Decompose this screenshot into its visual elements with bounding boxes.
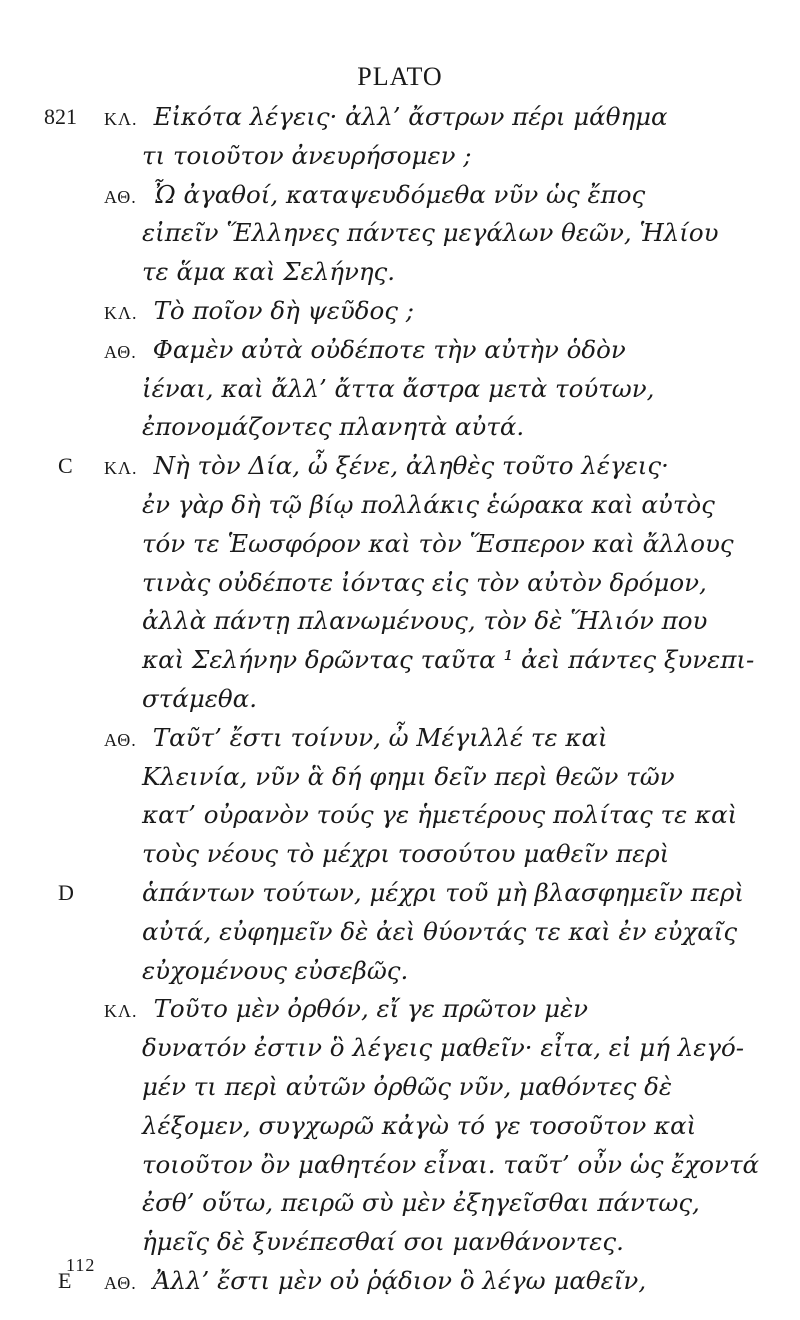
speaker-label: ΑΘ. [104,1272,137,1293]
line-text: τόν τε Ἑωσφόρον καὶ τὸν Ἕσπερον καὶ ἄλλους [142,528,734,558]
line-text: ἐπονομάζοντες πλανητὰ αὐτά. [142,412,525,442]
text-line [0,641,800,680]
text-line [0,602,800,641]
line-content [142,1184,700,1223]
line-content [142,641,754,680]
text-line [0,1029,800,1068]
line-content [142,913,737,952]
section-marker: E [58,1267,72,1293]
line-content [142,602,707,641]
line-text: Τοῦτο μὲν ὀρθόν, εἴ γε πρῶτον μὲν [153,994,589,1024]
line-text: Νὴ τὸν Δία, ὦ ξένε, ἀληθὲς τοῦτο λέγεις· [153,451,669,481]
text-line [0,1146,800,1185]
line-text: Ὦ ἀγαθοί, καταψευδόμεθα νῦν ὡς ἔπος [152,179,646,209]
line-text: Ταῦτ’ ἔστι τοίνυν, ὦ Μέγιλλέ τε καὶ [152,722,608,752]
text-line [0,370,800,409]
text-line [0,835,800,874]
line-text: ἰέναι, καὶ ἄλλ’ ἄττα ἄστρα μετὰ τούτων, [142,373,655,403]
text-line [0,1223,800,1262]
text-line [0,564,800,603]
line-content [142,137,472,176]
line-text: αὐτά, εὐφημεῖν δὲ ἀεὶ θύοντάς τε καὶ ἐν εὐχαῖς [142,916,738,946]
line-content [142,564,707,603]
line-content [142,758,675,797]
line-content [142,1029,744,1068]
text-line [0,98,800,137]
line-content [104,447,669,488]
line-content [104,331,626,372]
line-content [142,525,734,564]
speaker-label: ΑΘ. [104,341,137,362]
text-line [0,1184,800,1223]
line-text: ἐν γὰρ δὴ τῷ βίῳ πολλάκις ἑώρακα καὶ αὐτὸς [142,489,715,519]
text-line [0,253,800,292]
text-line [0,990,800,1029]
line-content [142,214,719,253]
section-marker: D [58,879,74,905]
line-content [142,874,744,913]
text-line [0,292,800,331]
speaker-label: ΑΘ. [104,729,137,750]
text-block [0,98,800,1301]
line-content [142,1068,672,1107]
line-content [104,292,414,333]
speaker-label: ΚΛ. [104,109,138,129]
text-line [0,719,800,758]
line-text: τε ἅμα καὶ Σελήνης. [142,257,396,287]
line-text: Τὸ ποῖον δὴ ψεῦδος ; [153,295,415,325]
line-text: στάμεθα. [142,683,257,713]
line-content [104,98,668,139]
line-text: δυνατόν ἐστιν ὃ λέγεις μαθεῖν· εἶτα, εἰ μή λεγό- [142,1033,745,1063]
text-line [0,486,800,525]
text-line [0,758,800,797]
line-text: εὐχομένους εὐσεβῶς. [142,955,409,985]
running-head: PLATO [357,62,443,91]
text-line [0,214,800,253]
line-content [142,1107,696,1146]
text-line [0,137,800,176]
line-text: κατ’ οὐρανὸν τούς γε ἡμετέρους πολίτας τε καὶ [142,800,738,830]
line-content [142,486,715,525]
line-text: τοιοῦτον ὂν μαθητέον εἶναι. ταῦτ’ οὖν ὡς ἔχοντά [142,1149,760,1179]
line-content [142,796,737,835]
line-text: ἀλλὰ πάντῃ πλανωμένους, τὸν δὲ Ἥλιόν που [142,606,708,636]
line-content [104,1262,646,1303]
speaker-label: ΑΘ. [104,186,137,207]
line-content [104,990,588,1031]
text-line [0,952,800,991]
speaker-label: ΚΛ. [104,1001,138,1022]
line-content [142,835,669,874]
page-number: 112 [66,1255,96,1275]
line-content [142,952,408,991]
text-line [0,447,800,486]
line-text: τι τοιοῦτον ἀνευρήσομεν ; [142,140,472,170]
line-content [104,719,608,760]
line-text: τοὺς νέους τὸ μέχρι τοσούτου μαθεῖν περὶ [142,839,670,869]
line-text: Φαμὲν αὐτὰ οὐδέποτε τὴν αὐτὴν ὁδὸν [152,334,626,364]
text-line [0,1107,800,1146]
line-text: καὶ Σελήνην δρῶντας ταῦτα ¹ ἀεὶ πάντες ξυνεπι- [142,645,755,675]
text-line [0,525,800,564]
text-line [0,176,800,215]
speaker-label: ΚΛ. [104,458,138,479]
text-line [0,796,800,835]
text-line [0,874,800,913]
line-content [142,680,257,719]
line-content [104,176,645,217]
line-text: μέν τι περὶ αὐτῶν ὀρθῶς νῦν, μαθόντες δὲ [142,1071,673,1101]
line-text: Εἰκότα λέγεις· ἀλλ’ ἄστρων πέρι μάθημα [153,102,668,131]
line-content [142,1223,624,1262]
line-text: Ἀλλ’ ἔστι μὲν οὐ ῥᾴδιον ὃ λέγω μαθεῖν, [152,1265,647,1295]
line-text: λέξομεν, συγχωρῶ κἀγὼ τό γε τοσοῦτον καὶ [142,1110,697,1140]
line-text: τινὰς οὐδέποτε ἰόντας εἰς τὸν αὐτὸν δρόμον, [142,567,707,597]
text-line [0,1068,800,1107]
text-line [0,913,800,952]
line-content [142,370,654,409]
text-line [0,680,800,719]
line-content [142,253,395,292]
text-line [0,331,800,370]
text-line [0,408,800,447]
section-marker: 821 [44,104,77,129]
line-text: ἁπάντων τούτων, μέχρι τοῦ μὴ βλασφημεῖν περὶ [142,877,744,907]
line-content [142,1146,759,1185]
text-line [0,1262,800,1301]
speaker-label: ΚΛ. [104,302,138,323]
line-content [142,408,524,447]
line-text: ἐσθ’ οὕτω, πειρῶ σὺ μὲν ἐξηγεῖσθαι πάντως, [142,1188,700,1218]
section-marker: C [58,453,73,479]
line-text: Κλεινία, νῦν ἃ δή φημι δεῖν περὶ θεῶν τῶν [142,761,675,791]
line-text: ἡμεῖς δὲ ξυνέπεσθαί σοι μανθάνοντες. [142,1227,624,1257]
line-text: εἰπεῖν Ἕλληνες πάντες μεγάλων θεῶν, Ἡλίου [142,218,719,248]
